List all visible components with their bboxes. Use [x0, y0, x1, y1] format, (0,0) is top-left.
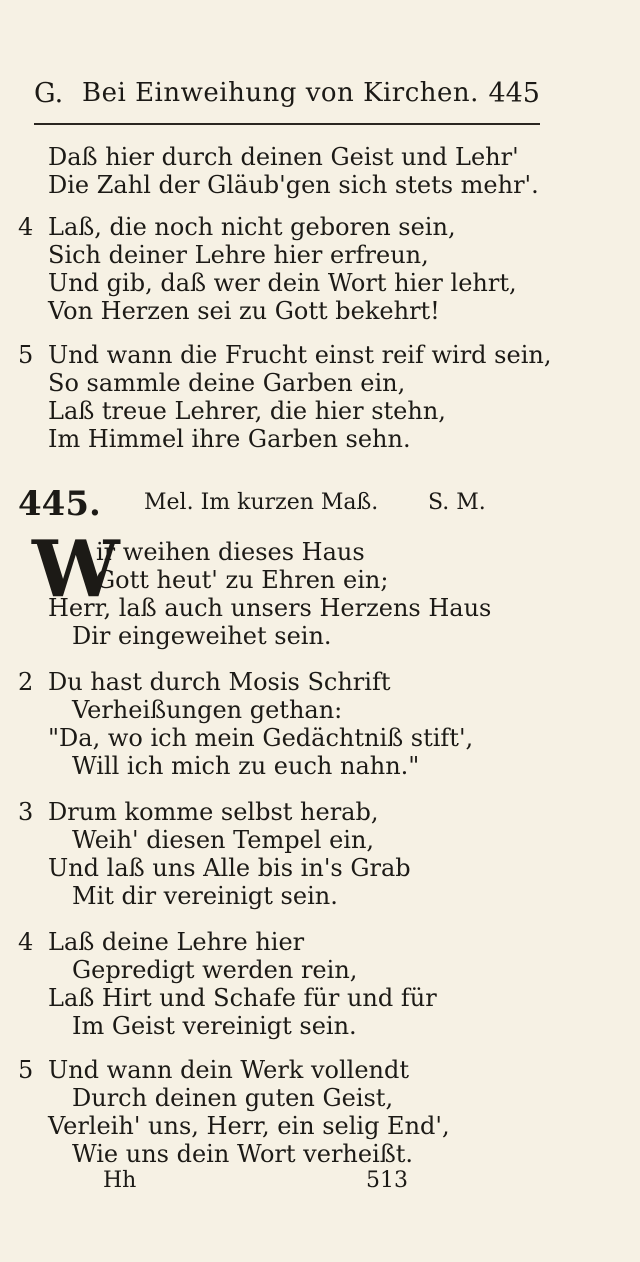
running-header: [34, 78, 540, 118]
verse-line: Weih' diesen Tempel ein,: [72, 826, 375, 854]
verse-line: Und gib, daß wer dein Wort hier lehrt,: [48, 269, 517, 297]
header-hymn-number: 445: [488, 78, 540, 109]
verse-line: Im Himmel ihre Garben sehn.: [48, 425, 411, 453]
page-number: 513: [366, 1168, 408, 1193]
verse-line: Und wann dein Werk vollendt: [48, 1056, 409, 1084]
verse-line: Verheißungen gethan:: [72, 696, 343, 724]
verse-line: Und laß uns Alle bis in's Grab: [48, 854, 411, 882]
verse-line: Will ich mich zu euch nahn.": [72, 752, 420, 780]
verse-line: Laß, die noch nicht geboren sein,: [48, 213, 456, 241]
verse-line: Im Geist vereinigt sein.: [72, 1012, 357, 1040]
verse-number: 5: [18, 341, 34, 369]
verse-number: 2: [18, 668, 34, 696]
hymn-number: 445.: [18, 484, 101, 524]
section-title: Bei Einweihung von Kirchen.: [82, 78, 479, 108]
verse-number: 4: [18, 928, 34, 956]
verse-number: 3: [18, 798, 34, 826]
verse-line: Von Herzen sei zu Gott bekehrt!: [48, 297, 440, 325]
verse-line: Herr, laß auch unsers Herzens Haus: [48, 594, 492, 622]
section-letter: G.: [34, 78, 64, 109]
hymn-heading: [18, 484, 538, 524]
verse-number: 5: [18, 1056, 34, 1084]
signature-mark: Hh: [103, 1168, 137, 1193]
verse-line: Laß Hirt und Schafe für und für: [48, 984, 437, 1012]
verse-line: Laß treue Lehrer, die hier stehn,: [48, 397, 446, 425]
header-rule: [34, 123, 540, 125]
verse-number: 4: [18, 213, 34, 241]
verse-line: Mit dir vereinigt sein.: [72, 882, 338, 910]
verse-line: Gepredigt werden rein,: [72, 956, 358, 984]
verse-line: Die Zahl der Gläub'gen sich stets mehr'.: [48, 171, 539, 199]
verse-line: "Da, wo ich mein Gedächtniß stift',: [48, 724, 474, 752]
drop-cap: W: [32, 524, 120, 615]
verse-line: ir weihen dieses Haus: [96, 538, 365, 566]
verse-line: Gott heut' zu Ehren ein;: [96, 566, 389, 594]
verse-line: Daß hier durch deinen Geist und Lehr': [48, 143, 519, 171]
verse-line: Du hast durch Mosis Schrift: [48, 668, 391, 696]
verse-line: Laß deine Lehre hier: [48, 928, 305, 956]
melody-indication: Mel. Im kurzen Maß.: [144, 490, 379, 515]
verse-line: So sammle deine Garben ein,: [48, 369, 406, 397]
verse-line: Dir eingeweihet sein.: [72, 622, 332, 650]
verse-line: Wie uns dein Wort verheißt.: [72, 1140, 414, 1168]
verse-line: Verleih' uns, Herr, ein selig End',: [48, 1112, 450, 1140]
verse-line: Drum komme selbst herab,: [48, 798, 379, 826]
verse-line: Sich deiner Lehre hier erfreun,: [48, 241, 429, 269]
verse-line: Und wann die Frucht einst reif wird sein,: [48, 341, 552, 369]
meter-indication: S. M.: [428, 490, 486, 515]
verse-line: Durch deinen guten Geist,: [72, 1084, 394, 1112]
